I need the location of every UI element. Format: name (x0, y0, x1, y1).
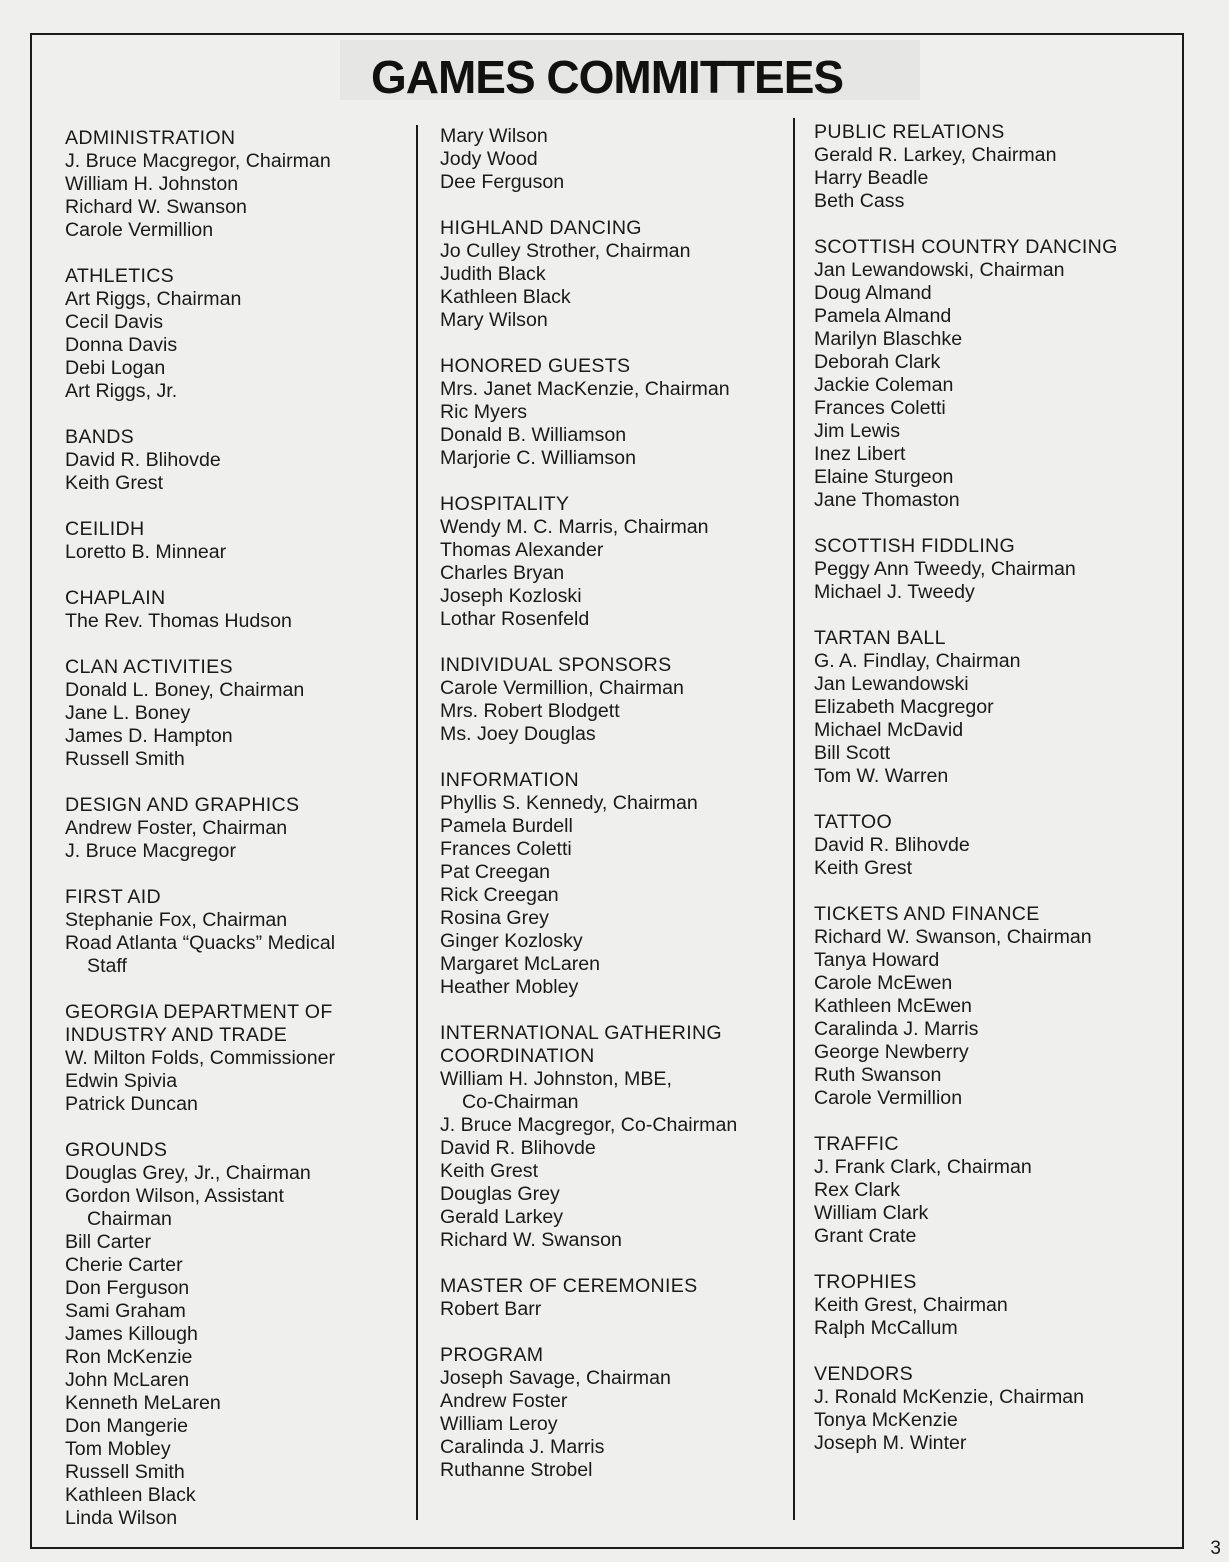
committee-member: Debi Logan (65, 357, 166, 379)
committee-member: Jim Lewis (814, 420, 901, 442)
committee-section (814, 903, 1174, 1110)
committee-member: Keith Grest (440, 1160, 539, 1182)
committee-section (65, 587, 410, 633)
column-divider (416, 125, 418, 1520)
committee-member: Mary Wilson (440, 125, 548, 147)
committee-member: Thomas Alexander (440, 539, 604, 561)
committee-member: Deborah Clark (814, 351, 941, 373)
committee-member: Tom Mobley (65, 1438, 171, 1460)
committee-section (65, 656, 410, 771)
committee-section (814, 811, 1174, 880)
committee-member: Kenneth MeLaren (65, 1392, 221, 1414)
committee-member: Cherie Carter (65, 1254, 183, 1276)
committee-heading: FIRST AID (65, 886, 161, 908)
committee-member: Tonya McKenzie (814, 1409, 958, 1431)
committee-member: William H. Johnston (65, 173, 239, 195)
committee-member: Co-Chairman (462, 1091, 579, 1113)
committee-member: Russell Smith (65, 1461, 185, 1483)
committee-member: G. A. Findlay, Chairman (814, 650, 1021, 672)
committee-member: Inez Libert (814, 443, 906, 465)
committee-member: Cecil Davis (65, 311, 163, 333)
committee-section (440, 654, 785, 746)
committee-member: Wendy M. C. Marris, Chairman (440, 516, 709, 538)
committee-heading: CHAPLAIN (65, 587, 166, 609)
committee-member: Ric Myers (440, 401, 528, 423)
page-title: GAMES COMMITTEES (370, 51, 844, 103)
committee-section (814, 535, 1174, 604)
committee-section (814, 1133, 1174, 1248)
committee-member: Gerald R. Larkey, Chairman (814, 144, 1057, 166)
committee-member: Joseph Kozloski (440, 585, 582, 607)
committee-member: Richard W. Swanson, Chairman (814, 926, 1092, 948)
committee-heading: ATHLETICS (65, 265, 175, 287)
committee-member: Pamela Burdell (440, 815, 573, 837)
committee-heading: MASTER OF CEREMONIES (440, 1275, 698, 1297)
committee-member: Mrs. Janet MacKenzie, Chairman (440, 378, 730, 400)
committee-member: J. Ronald McKenzie, Chairman (814, 1386, 1085, 1408)
committee-member: Judith Black (440, 263, 546, 285)
committee-member: W. Milton Folds, Commissioner (65, 1047, 336, 1069)
committee-section (814, 236, 1174, 512)
committee-column-2 (440, 125, 785, 1505)
committee-member: Elaine Sturgeon (814, 466, 954, 488)
committee-heading: INFORMATION (440, 769, 579, 791)
committee-section (65, 794, 410, 863)
committee-section (65, 127, 410, 242)
committee-member: Robert Barr (440, 1298, 542, 1320)
committee-member: Edwin Spivia (65, 1070, 178, 1092)
committee-member: J. Bruce Macgregor, Co-Chairman (440, 1114, 738, 1136)
committee-section (440, 355, 785, 470)
committee-section (814, 1363, 1174, 1455)
committee-member: Staff (87, 955, 127, 977)
committee-member: James D. Hampton (65, 725, 233, 747)
committee-member: Peggy Ann Tweedy, Chairman (814, 558, 1076, 580)
committee-heading: INDIVIDUAL SPONSORS (440, 654, 672, 676)
committee-member: Andrew Foster, Chairman (65, 817, 288, 839)
committee-member: J. Frank Clark, Chairman (814, 1156, 1032, 1178)
committee-member: Ginger Kozlosky (440, 930, 583, 952)
committee-member: Gerald Larkey (440, 1206, 564, 1228)
committee-member: Kathleen Black (440, 286, 571, 308)
committee-member: Caralinda J. Marris (814, 1018, 979, 1040)
committee-member: The Rev. Thomas Hudson (65, 610, 292, 632)
committee-member: Jane L. Boney (65, 702, 191, 724)
committee-member: Lothar Rosenfeld (440, 608, 590, 630)
committee-heading: TICKETS AND FINANCE (814, 903, 1040, 925)
committee-member: Rex Clark (814, 1179, 901, 1201)
committee-member: Stephanie Fox, Chairman (65, 909, 288, 931)
committee-member: Mary Wilson (440, 309, 548, 331)
committee-member: Andrew Foster (440, 1390, 568, 1412)
committee-member: Gordon Wilson, Assistant (65, 1185, 284, 1207)
committee-member: Bill Carter (65, 1231, 152, 1253)
committee-heading: VENDORS (814, 1363, 913, 1385)
committee-column-3 (814, 121, 1174, 1478)
committee-member: Donald L. Boney, Chairman (65, 679, 305, 701)
column-divider (793, 118, 795, 1520)
committee-heading: ADMINISTRATION (65, 127, 236, 149)
committee-heading: SCOTTISH FIDDLING (814, 535, 1016, 557)
committee-member: Art Riggs, Chairman (65, 288, 242, 310)
committee-member: Patrick Duncan (65, 1093, 198, 1115)
committee-member: J. Bruce Macgregor, Chairman (65, 150, 331, 172)
committee-section (440, 1344, 785, 1482)
committee-heading: CEILIDH (65, 518, 145, 540)
committee-member: Rick Creegan (440, 884, 559, 906)
committee-member: Ruthanne Strobel (440, 1459, 593, 1481)
committee-member: Jo Culley Strother, Chairman (440, 240, 691, 262)
committee-member: Don Mangerie (65, 1415, 189, 1437)
committee-member: Rosina Grey (440, 907, 549, 929)
committee-section (440, 493, 785, 631)
committee-heading: GEORGIA DEPARTMENT OF (65, 1001, 333, 1023)
committee-member: Richard W. Swanson (65, 196, 247, 218)
page-number: 3 (1210, 1538, 1221, 1559)
committee-member: Caralinda J. Marris (440, 1436, 605, 1458)
committee-member: Joseph M. Winter (814, 1432, 967, 1454)
committee-member: Ralph McCallum (814, 1317, 958, 1339)
committee-heading: COORDINATION (440, 1045, 595, 1067)
committee-section (65, 1001, 410, 1116)
committee-member: Tom W. Warren (814, 765, 949, 787)
committee-heading: PROGRAM (440, 1344, 544, 1366)
committee-section (65, 518, 410, 564)
committee-member: Pamela Almand (814, 305, 952, 327)
committee-section (814, 121, 1174, 213)
committee-member: Beth Cass (814, 190, 905, 212)
committee-member: Road Atlanta “Quacks” Medical (65, 932, 336, 954)
committee-member: Douglas Grey (440, 1183, 560, 1205)
committee-member: Ron McKenzie (65, 1346, 193, 1368)
committee-member: Doug Almand (814, 282, 932, 304)
committee-member: Margaret McLaren (440, 953, 601, 975)
committee-member: Charles Bryan (440, 562, 565, 584)
committee-member: Carole McEwen (814, 972, 953, 994)
committee-member: Jan Lewandowski, Chairman (814, 259, 1065, 281)
committee-member: Ruth Swanson (814, 1064, 942, 1086)
committee-section (440, 1022, 785, 1252)
committee-member: Jan Lewandowski (814, 673, 969, 695)
committee-member: Chairman (87, 1208, 172, 1230)
committee-member: Carole Vermillion, Chairman (440, 677, 684, 699)
committee-member: Grant Crate (814, 1225, 917, 1247)
committee-member: Russell Smith (65, 748, 185, 770)
committee-heading: TRAFFIC (814, 1133, 899, 1155)
committee-member: Pat Creegan (440, 861, 551, 883)
committee-column-1 (65, 127, 410, 1553)
committee-heading: HOSPITALITY (440, 493, 570, 515)
committee-section (440, 125, 785, 194)
committee-heading: TATTOO (814, 811, 892, 833)
committee-member: Frances Coletti (440, 838, 572, 860)
committee-section (440, 217, 785, 332)
committee-section (814, 1271, 1174, 1340)
committee-member: Don Ferguson (65, 1277, 190, 1299)
committee-heading: CLAN ACTIVITIES (65, 656, 233, 678)
committee-member: Joseph Savage, Chairman (440, 1367, 671, 1389)
committee-member: William H. Johnston, MBE, (440, 1068, 672, 1090)
committee-member: Carole Vermillion (65, 219, 214, 241)
committee-heading: HONORED GUESTS (440, 355, 631, 377)
committee-member: Jackie Coleman (814, 374, 954, 396)
committee-section (65, 1139, 410, 1530)
committee-heading: HIGHLAND DANCING (440, 217, 642, 239)
committee-member: William Clark (814, 1202, 929, 1224)
committee-member: George Newberry (814, 1041, 969, 1063)
committee-heading: TROPHIES (814, 1271, 917, 1293)
committee-member: Marilyn Blaschke (814, 328, 963, 350)
committee-heading: SCOTTISH COUNTRY DANCING (814, 236, 1118, 258)
committee-section (440, 769, 785, 999)
committee-member: Carole Vermillion (814, 1087, 963, 1109)
committee-member: Michael McDavid (814, 719, 964, 741)
committee-member: Marjorie C. Williamson (440, 447, 636, 469)
committee-member: J. Bruce Macgregor (65, 840, 236, 862)
committee-member: Loretto B. Minnear (65, 541, 227, 563)
committee-heading: INTERNATIONAL GATHERING (440, 1022, 722, 1044)
committee-member: Frances Coletti (814, 397, 946, 419)
committee-heading: DESIGN AND GRAPHICS (65, 794, 300, 816)
committee-heading: INDUSTRY AND TRADE (65, 1024, 288, 1046)
committee-member: David R. Blihovde (440, 1137, 596, 1159)
committee-member: David R. Blihovde (65, 449, 221, 471)
committee-member: Kathleen McEwen (814, 995, 972, 1017)
committee-member: Ms. Joey Douglas (440, 723, 596, 745)
committee-member: Jane Thomaston (814, 489, 960, 511)
committee-section (65, 886, 410, 978)
committee-heading: PUBLIC RELATIONS (814, 121, 1005, 143)
committee-member: David R. Blihovde (814, 834, 970, 856)
committee-member: Jody Wood (440, 148, 538, 170)
committee-member: Elizabeth Macgregor (814, 696, 994, 718)
committee-heading: GROUNDS (65, 1139, 168, 1161)
committee-member: Sami Graham (65, 1300, 186, 1322)
committee-heading: TARTAN BALL (814, 627, 946, 649)
committee-heading: BANDS (65, 426, 135, 448)
committee-section (65, 265, 410, 403)
committee-member: Dee Ferguson (440, 171, 565, 193)
committee-member: Heather Mobley (440, 976, 579, 998)
committee-member: Bill Scott (814, 742, 891, 764)
committee-member: Tanya Howard (814, 949, 940, 971)
committee-member: Art Riggs, Jr. (65, 380, 178, 402)
committee-member: Donna Davis (65, 334, 178, 356)
committee-member: Richard W. Swanson (440, 1229, 622, 1251)
committee-member: Linda Wilson (65, 1507, 178, 1529)
committee-member: Keith Grest (814, 857, 913, 879)
committee-member: Keith Grest, Chairman (814, 1294, 1008, 1316)
committee-member: William Leroy (440, 1413, 558, 1435)
committee-section (814, 627, 1174, 788)
committee-member: Keith Grest (65, 472, 164, 494)
committee-member: Donald B. Williamson (440, 424, 627, 446)
committee-member: John McLaren (65, 1369, 190, 1391)
committee-member: Kathleen Black (65, 1484, 196, 1506)
committee-section (65, 426, 410, 495)
committee-member: James Killough (65, 1323, 198, 1345)
committee-member: Phyllis S. Kennedy, Chairman (440, 792, 698, 814)
committee-member: Michael J. Tweedy (814, 581, 975, 603)
committee-member: Harry Beadle (814, 167, 929, 189)
committee-member: Mrs. Robert Blodgett (440, 700, 620, 722)
committee-section (440, 1275, 785, 1321)
committee-member: Douglas Grey, Jr., Chairman (65, 1162, 311, 1184)
